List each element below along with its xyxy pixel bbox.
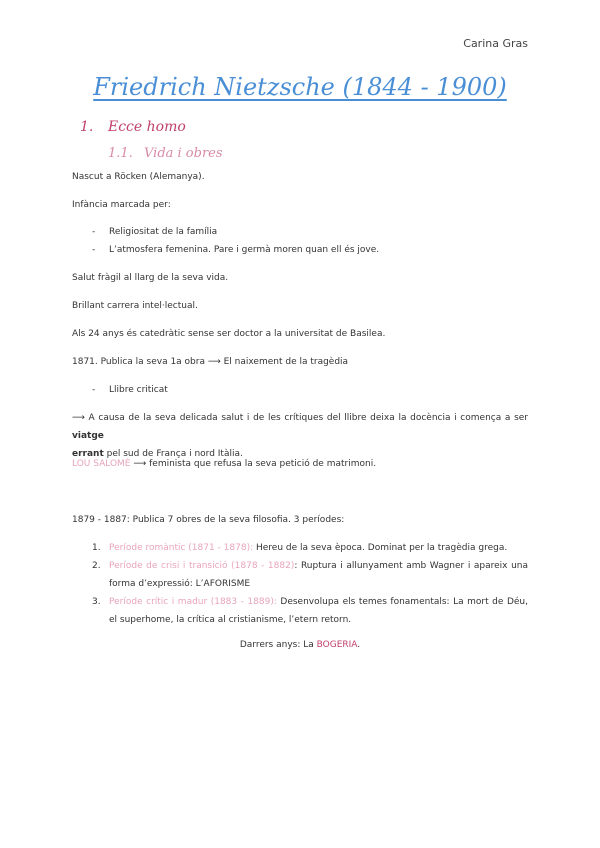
paragraph-childhood: Infància marcada per: (72, 200, 171, 210)
author-name: Carina Gras (463, 37, 528, 50)
page-title: Friedrich Nietzsche (1844 - 1900) (93, 73, 507, 101)
period-item: 1. Període romàntic (1871 - 1878): Hereu de la seva època. Dominat per la tragèdia grega. (92, 543, 508, 553)
period-item: 3. Període crític i madur (1883 - 1889): Desenvolupa els temes fonamentals: La mort de Déu, el superhome, la crítica al cristianisme, l’etern retorn. (92, 597, 528, 625)
section-heading (80, 119, 186, 135)
list-item: - Llibre criticat (92, 385, 168, 395)
paragraph-periods-intro: 1879 - 1887: Publica 7 obres de la seva filosofia. 3 períodes: (72, 515, 345, 525)
paragraph-career: Brillant carrera intel·lectual. (72, 301, 198, 311)
period-item: 2. Període de crisi i transició (1878 - 1882): Ruptura i allunyament amb Wagner i apareix una forma d’expressió: L’AFORISME (92, 561, 528, 589)
paragraph-professor: Als 24 anys és catedràtic sense ser doctor a la universitat de Basilea. (72, 329, 386, 339)
subsection-heading (108, 146, 223, 161)
subsection-number: 1.1. (108, 146, 133, 161)
paragraph-travel: ⟶ A causa de la seva delicada salut i de les crítiques del llibre deixa la docència i comença a ser viatge errant pel sud de França i nord Itàlia. (72, 413, 528, 459)
paragraph-birth: Nascut a Röcken (Alemanya). (72, 172, 205, 182)
paragraph-lou-salome: LOU SALOMÉ ⟶ feminista que refusa la seva petició de matrimoni. (72, 459, 377, 469)
final-years: Darrers anys: La BOGERIA. (239, 640, 361, 650)
subsection-label: Vida i obres (144, 146, 223, 161)
section-number: 1. (80, 119, 94, 135)
section-label: Ecce homo (108, 119, 186, 135)
list-item: - Religiositat de la família (92, 227, 218, 237)
paragraph-health: Salut fràgil al llarg de la seva vida. (72, 273, 229, 283)
lou-salome-name: LOU SALOMÉ (72, 459, 131, 469)
bogeria-highlight: BOGERIA (316, 640, 358, 650)
list-item: - L’atmosfera femenina. Pare i germà moren quan ell és jove. (92, 245, 380, 255)
paragraph-first-work: 1871. Publica la seva 1a obra ⟶ El naixement de la tragèdia (72, 357, 349, 367)
